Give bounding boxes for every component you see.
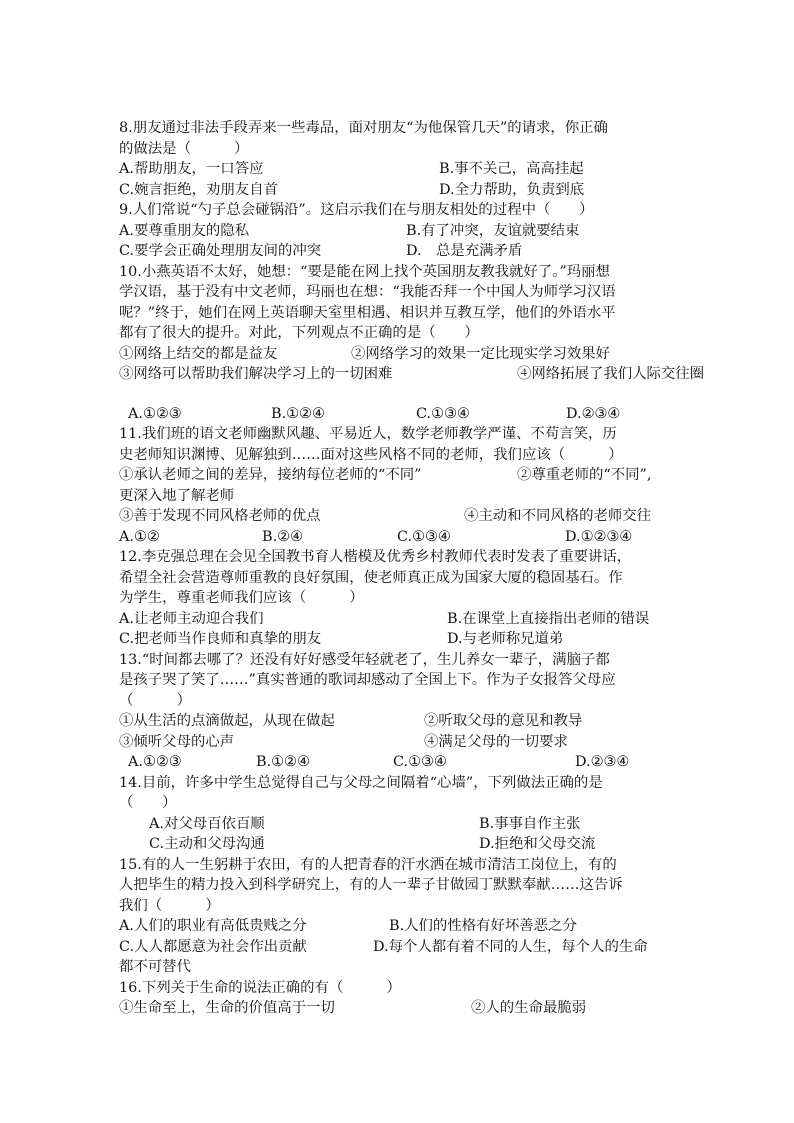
statement-4: ④主动和不同风格的老师交往 [464,508,652,524]
question-stem: 为学生，尊重老师我们应该（ ） [119,590,364,606]
option-d: D.每个人都有着不同的人生，每个人的生命 [373,938,648,955]
option-a: A.让老师主动迎合我们 [119,610,264,627]
question-12 [119,547,679,650]
choice-d: D.②③④ [566,405,621,422]
statement-1: ①网络上结交的都是益友 [119,345,278,362]
question-9 [119,200,679,262]
question-stem: 12.李克强总理在会见全国教书育人楷模及优秀乡村教师代表时发表了重要讲话， [119,549,632,565]
statement-2: ②人的生命最脆弱 [471,1000,587,1016]
option-d: D. 总是充满矛盾 [406,243,523,259]
question-stem: 我们（ ） [119,897,220,914]
question-stem: 都有了很大的提升。对此，下列观点不正确的是（ ） [119,325,479,341]
question-stem: 15.有的人一生躬耕于农田，有的人把青春的汗水洒在城市清洁工岗位上，有的 [119,856,617,873]
choice-b: B.②④ [262,528,303,545]
option-b: B.事事自作主张 [479,815,581,832]
question-14 [119,773,679,855]
statement-3: ③网络可以帮助我们解决学习上的一切困难 [119,366,393,382]
statement-1: ①从生活的点滴做起，从现在做起 [119,713,335,729]
choice-a: A.①② [119,528,160,545]
option-a: A.对父母百依百顺 [149,815,265,832]
question-13 [119,650,679,773]
option-a: A.人们的职业有高低贵贱之分 [119,918,307,934]
option-d: D.与老师称兄道弟 [447,631,564,647]
choice-a: A.①②③ [128,754,182,770]
option-a: A.帮助朋友，一口答应 [119,161,264,177]
question-stem: 的做法是（ ） [119,140,249,157]
choice-c: C.①③④ [393,754,447,770]
question-stem: 8.朋友通过非法手段弄来一些毒品，面对朋友“为他保管几天”的请求，你正确 [119,120,608,136]
statement-2: ②尊重老师的“不同”, [517,467,652,483]
question-stem: 13.“时间都去哪了？还没有好好感受年轻就老了，生儿养女一辈子，满脑子都 [119,651,610,668]
question-stem: （ ） [119,692,191,709]
question-11 [119,424,679,547]
question-stem: 史老师知识渊博、见解独到……面对这些风格不同的老师，我们应该（ ） [119,446,623,463]
statement-2-continued: 更深入地了解老师 [119,487,235,504]
question-stem: 10.小燕英语不太好，她想：“要是能在网上找个英国朋友教我就好了。”玛丽想 [119,263,610,280]
statement-2: ②网络学习的效果一定比现实学习效果好 [351,345,611,362]
option-c: C.婉言拒绝，劝朋友自首 [119,181,278,198]
option-b: B.事不关己，高高挂起 [439,161,584,177]
question-stem: 呢？”终于，她们在网上英语聊天室里相遇、相识并互教互学，他们的外语水平 [119,304,616,321]
option-b: B.在课堂上直接指出老师的错误 [447,610,650,627]
option-c: C.把老师当作良师和真挚的朋友 [119,631,322,647]
question-10 [119,262,705,425]
choice-c: C.①③④ [397,528,451,545]
statement-3: ③倾听父母的心声 [119,733,235,750]
option-c: C.主动和父母沟通 [149,836,265,852]
option-a: A.要尊重朋友的隐私 [119,222,250,239]
statement-1: ①承认老师之间的差异，接纳每位老师的“不同” [119,467,422,483]
choice-b: B.①②④ [256,754,310,770]
question-stem: 14.目前，许多中学生总觉得自己与父母之间隔着“心墙”，下列做法正确的是 [119,774,603,791]
question-8 [119,118,679,200]
option-b: B.有了冲突，友谊就要结束 [406,222,580,239]
option-d: D.全力帮助，负责到底 [439,181,585,198]
exam-page [119,118,705,1019]
option-c: C.人人都愿意为社会作出贡献 [119,938,307,955]
question-stem: 学汉语，基于没有中文老师，玛丽也在想：“我能否拜一个中国人为师学习汉语 [119,284,616,300]
question-stem: 16.下列关于生命的说法正确的有（ ） [119,979,401,996]
statement-1: ①生命至上，生命的价值高于一切 [119,1000,335,1016]
statement-3: ③善于发现不同风格老师的优点 [119,508,321,524]
statement-2: ②听取父母的意见和教导 [424,713,583,729]
option-d-continued: 都不可替代 [119,959,191,975]
option-d: D.拒绝和父母交流 [479,836,596,852]
choice-a: A.①②③ [128,405,182,422]
question-stem: 是孩子哭了笑了……”真实普通的歌词却感动了全国上下。作为子女报答父母应 [119,672,616,688]
question-stem: 希望全社会营造尊师重教的良好氛围，使老师真正成为国家大厦的稳固基石。作 [119,569,623,586]
question-stem: 11.我们班的语文老师幽默风趣、平易近人，数学老师教学严谨、不苟言笑，历 [119,426,617,442]
statement-4: ④满足父母的一切要求 [424,733,568,750]
choice-b: B.①②④ [271,405,325,422]
option-c: C.要学会正确处理朋友间的冲突 [119,243,322,259]
choice-c: C.①③④ [416,405,470,422]
question-16 [119,978,679,1019]
question-stem: 9.人们常说“勺子总会碰锅沿”。这启示我们在与朋友相处的过程中（ ） [119,202,594,218]
question-15 [119,855,679,978]
choice-d: D.①②③④ [565,528,633,545]
question-stem: 人把毕生的精力投入到科学研究上，有的人一辈子甘做园丁默默奉献……这告诉 [119,877,623,893]
question-stem: （ ） [119,795,177,811]
statement-4: ④网络拓展了我们人际交往圈 [517,366,705,382]
choice-d: D.②③④ [575,754,630,770]
option-b: B.人们的性格有好坏善恶之分 [389,918,577,934]
